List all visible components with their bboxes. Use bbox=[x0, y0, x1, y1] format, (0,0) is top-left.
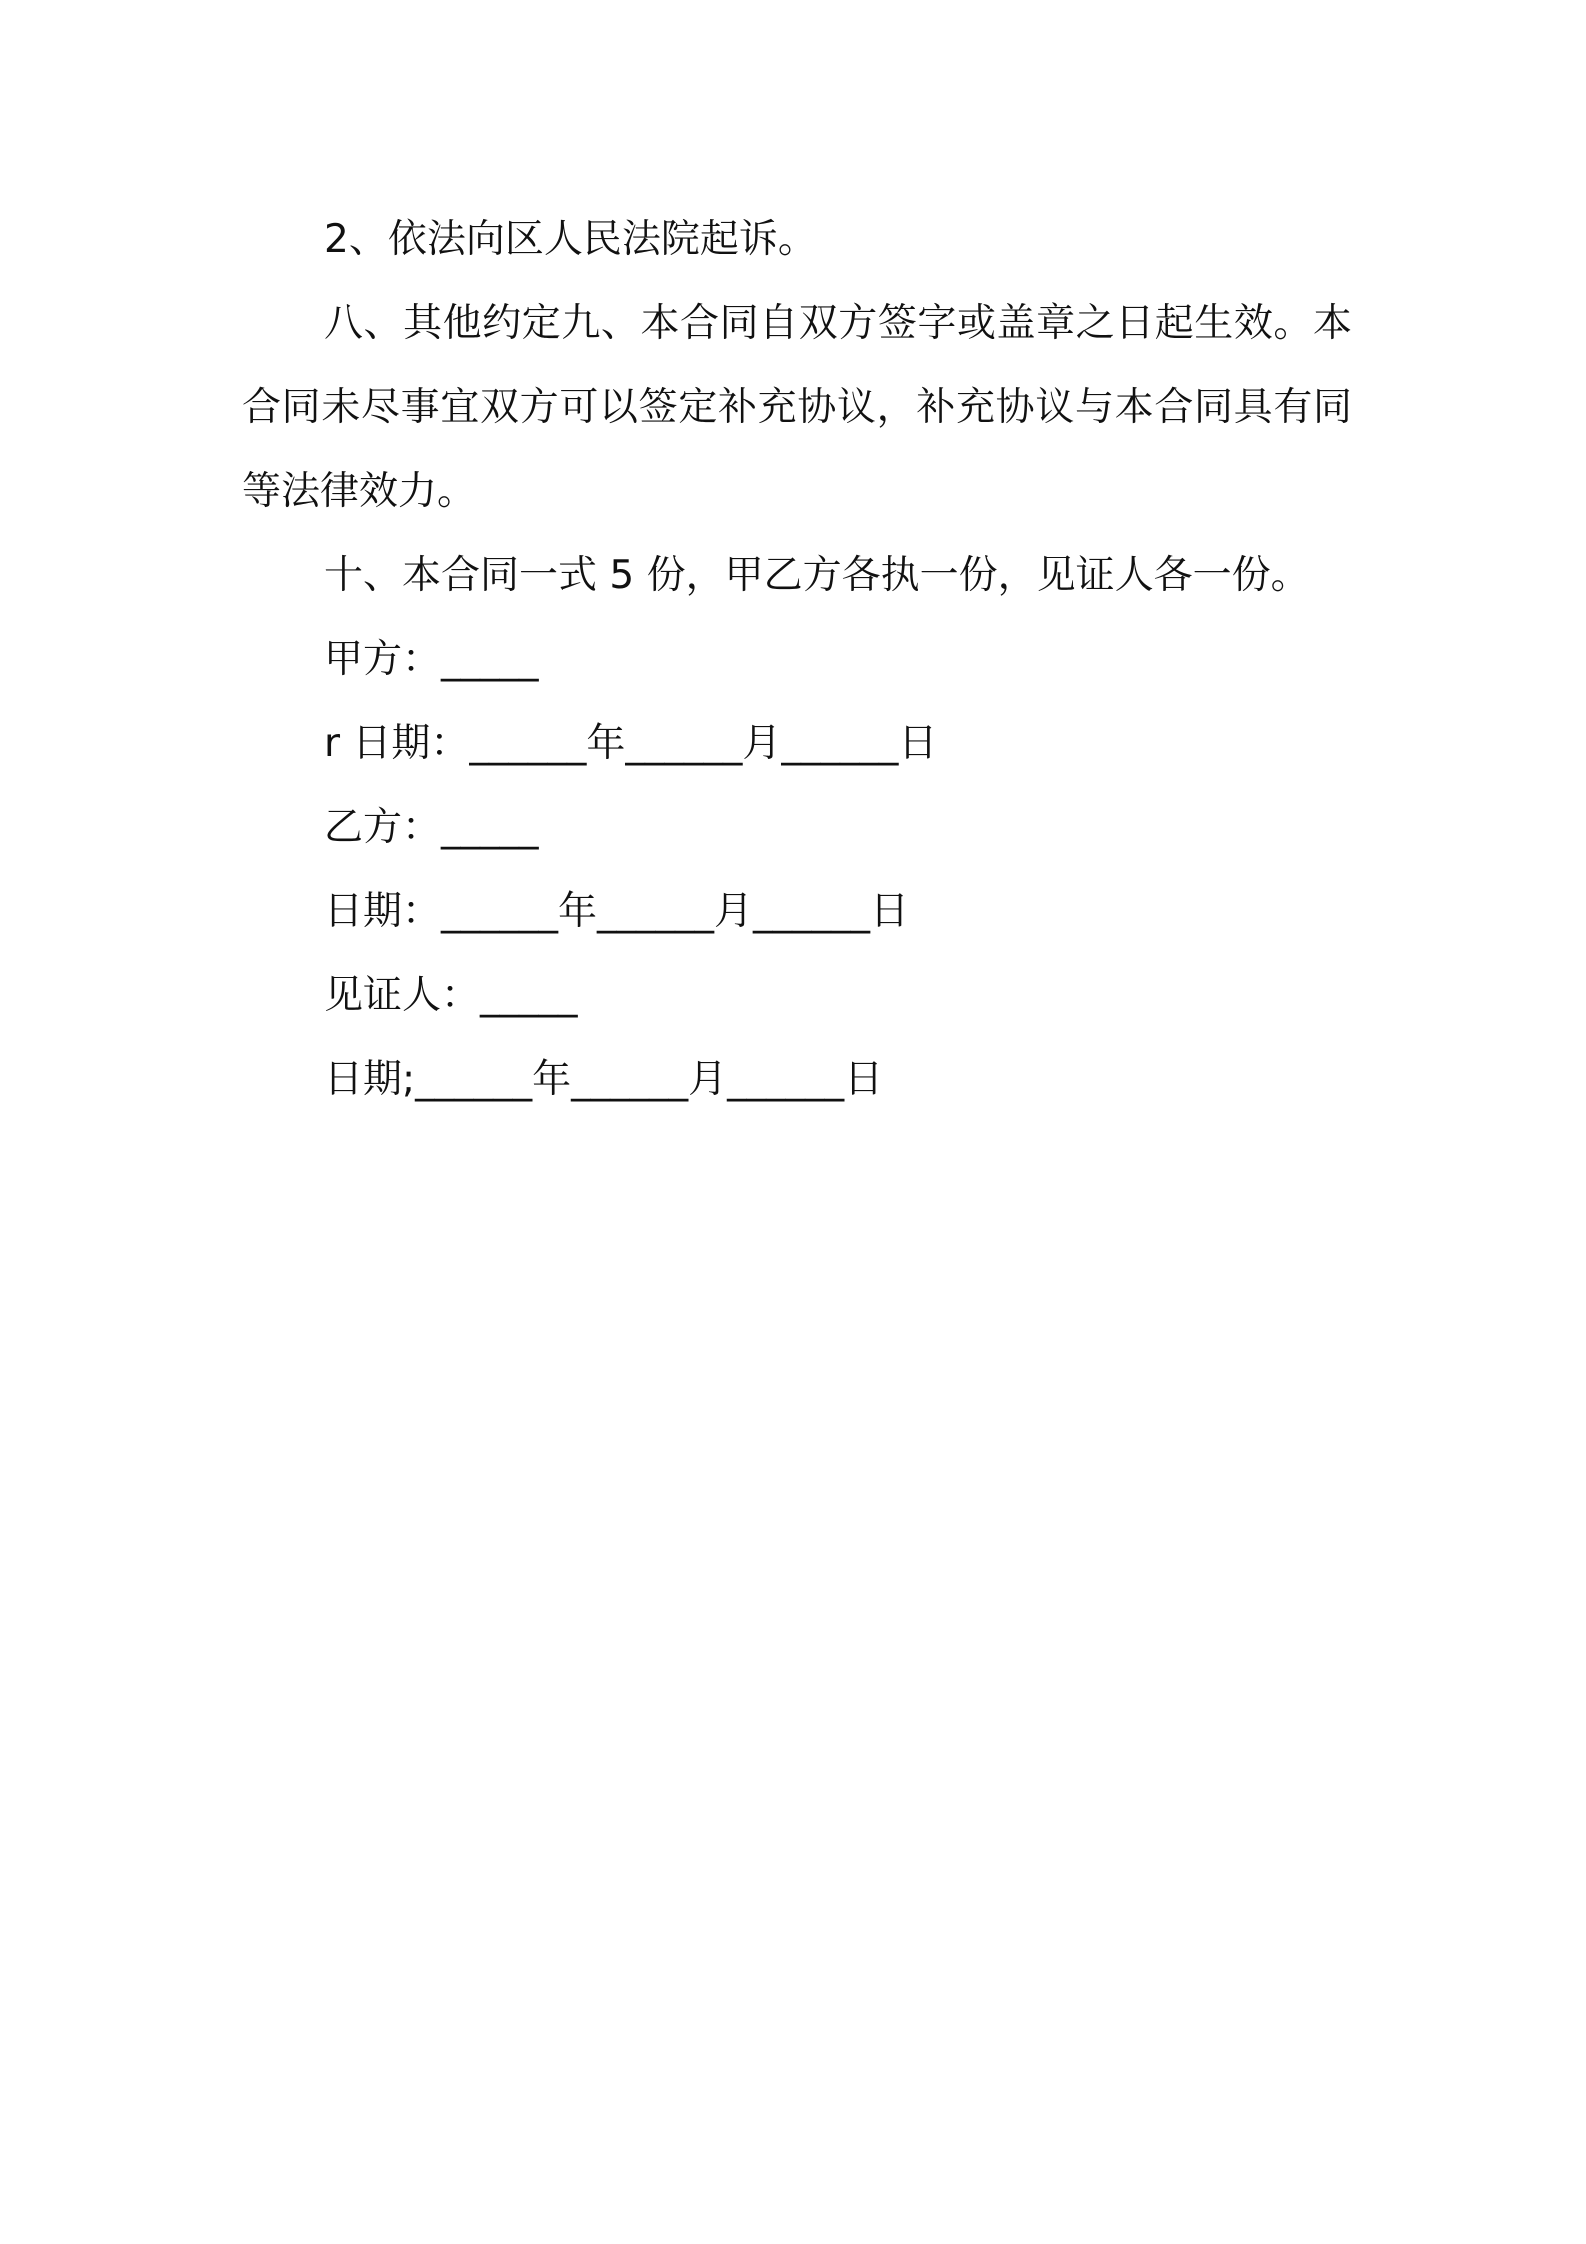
clause-other-agreements: 八、其他约定九、本合同自双方签字或盖章之日起生效。本合同未尽事宜双方可以签定补充协议，补充协议与本合同具有同等法律效力。 bbox=[242, 301, 1352, 514]
witness-date-line: 日期;______年______月______日 bbox=[324, 1057, 884, 1102]
clause-court-lawsuit: 2、依法向区人民法院起诉。 bbox=[324, 217, 817, 262]
party-a-date-line: r 日期：______年______月______日 bbox=[324, 721, 938, 766]
party-b-date-line: 日期：______年______月______日 bbox=[324, 889, 910, 934]
witness-signature-line: 见证人：_____ bbox=[324, 973, 578, 1018]
party-b-signature-line: 乙方：_____ bbox=[324, 805, 539, 850]
clause-copies: 十、本合同一式 5 份，甲乙方各执一份，见证人各一份。 bbox=[324, 553, 1310, 598]
party-a-signature-line: 甲方：_____ bbox=[324, 637, 539, 682]
document-body bbox=[242, 198, 1352, 1122]
